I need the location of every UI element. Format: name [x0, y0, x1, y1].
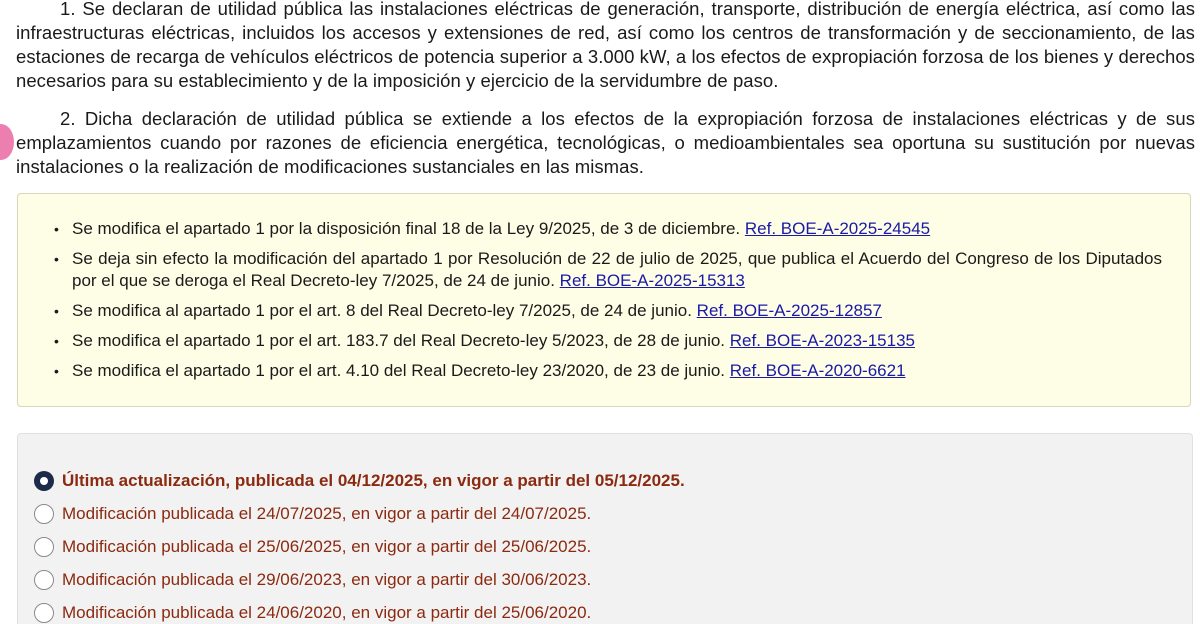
bullet-icon: • [54, 333, 59, 349]
version-list [34, 464, 685, 624]
side-marker[interactable] [0, 124, 14, 160]
version-option[interactable] [34, 563, 685, 596]
radio-unselected-icon[interactable] [34, 504, 54, 524]
radio-unselected-icon[interactable] [34, 537, 54, 557]
version-label[interactable]: Modificación publicada el 25/06/2025, en vigor a partir del 25/06/2025. [62, 536, 592, 556]
version-label[interactable]: Modificación publicada el 29/06/2023, en vigor a partir del 30/06/2023. [62, 569, 592, 589]
note-item [54, 330, 1162, 352]
note-text: Se deja sin efecto la modificación del apartado 1 por Resolución de 22 de julio de 2025, que publica el Acuerdo del Congreso de los Diputados por el que se deroga el Real Decreto-ley 7/2025, de 24 de junio. [72, 249, 1162, 290]
radio-unselected-icon[interactable] [34, 570, 54, 590]
note-text: Se modifica al apartado 1 por el art. 8 del Real Decreto-ley 7/2025, de 24 de junio. [72, 301, 692, 320]
boe-reference-link[interactable]: Ref. BOE-A-2020-6621 [729, 361, 906, 380]
version-option-current[interactable] [34, 464, 685, 497]
note-text: Se modifica el apartado 1 por la disposición final 18 de la Ley 9/2025, de 3 de diciembre. [72, 219, 741, 238]
modifications-notes-box [17, 193, 1191, 407]
boe-reference-link[interactable]: Ref. BOE-A-2025-12857 [696, 301, 882, 320]
version-option[interactable] [34, 530, 685, 563]
note-item [54, 248, 1162, 292]
version-label[interactable]: Modificación publicada el 24/07/2025, en vigor a partir del 24/07/2025. [62, 503, 592, 523]
version-label[interactable]: Última actualización, publicada el 04/12/2025, en vigor a partir del 05/12/2025. [62, 470, 685, 490]
boe-reference-link[interactable]: Ref. BOE-A-2025-24545 [744, 219, 931, 238]
bullet-icon: • [54, 221, 59, 237]
article-paragraph-2: 2. Dicha declaración de utilidad pública se extiende a los efectos de la expropiación forzosa de instalaciones eléctricas y de sus emplazamientos cuando por razones de eficiencia energética, tecnológicas, o medioambientales sea oportuna su sustitución por nuevas instalaciones o la realización de modificaciones sustanciales en las mismas. [16, 108, 1195, 177]
note-item [54, 300, 1162, 322]
article-paragraph-1: 1. Se declaran de utilidad pública las instalaciones eléctricas de generación, transporte, distribución de energía eléctrica, así como las infraestructuras eléctricas, incluidos los accesos y extensiones de red, así como los centros de transformación y de seccionamiento, de las estaciones de recarga de vehículos eléctricos de potencia superior a 3.000 kW, a los efectos de expropiación forzosa de los bienes y derechos necesarios para su establecimiento y de la imposición y ejercicio de la servidumbre de paso. [16, 0, 1195, 91]
radio-unselected-icon[interactable] [34, 603, 54, 623]
modifications-list [54, 218, 1162, 390]
boe-reference-link[interactable]: Ref. BOE-A-2025-15313 [559, 271, 745, 290]
boe-reference-link[interactable]: Ref. BOE-A-2023-15135 [729, 331, 915, 350]
version-option[interactable] [34, 497, 685, 530]
note-text: Se modifica el apartado 1 por el art. 4.10 del Real Decreto-ley 23/2020, de 23 de junio. [72, 361, 726, 380]
version-selector-box [17, 433, 1193, 624]
radio-selected-icon[interactable] [34, 471, 54, 491]
note-item [54, 360, 1162, 382]
note-text: Se modifica el apartado 1 por el art. 183.7 del Real Decreto-ley 5/2023, de 28 de junio. [72, 331, 726, 350]
note-item [54, 218, 1162, 240]
version-option[interactable] [34, 596, 685, 624]
bullet-icon: • [54, 363, 59, 379]
version-label[interactable]: Modificación publicada el 24/06/2020, en vigor a partir del 25/06/2020. [62, 602, 592, 622]
bullet-icon: • [54, 303, 59, 319]
bullet-icon: • [54, 251, 59, 267]
